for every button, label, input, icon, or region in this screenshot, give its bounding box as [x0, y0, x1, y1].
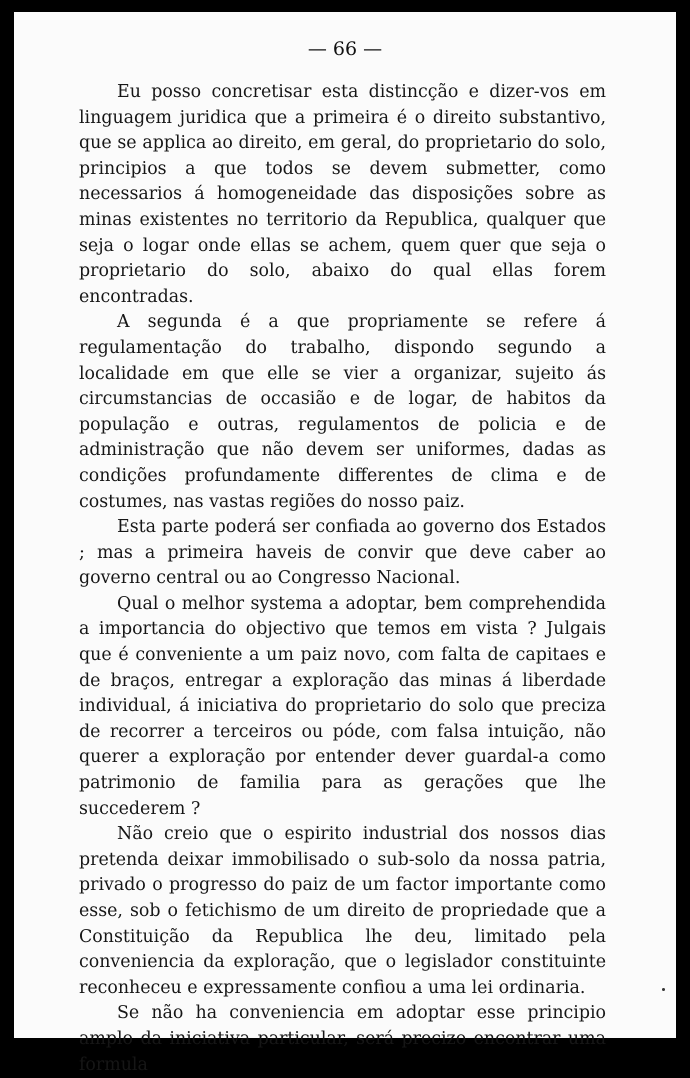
paragraph: Não creio que o espirito industrial dos nossos dias pretenda deixar immobilisado o sub-solo da nossa patria, privado o progresso do paiz de um factor importante como esse, sob o fetichismo de um direito de propriedade que a Constituição da Republica lhe deu, limitado pela conveniencia da exploração, que o legislador constituinte reconheceu e expressamente confiou a uma lei ordinaria.: [79, 824, 606, 998]
ink-speck: [662, 988, 665, 991]
paragraph: Qual o melhor systema a adoptar, bem comprehendida a importancia do objectivo que temos em vista ? Julgais que é conveniente a um paiz novo, com falta de capitaes e de braços, entregar a exploração das minas á liberdade individual, á iniciativa do proprietario do solo que preciza de recorrer a terceiros ou póde, com falsa intuição, não querer a exploração por entender dever guardal-a como patrimonio de familia para as gerações que lhe succederem ?: [79, 593, 606, 819]
paragraph: Se não ha conveniencia em adoptar esse principio amplo da iniciativa particular, será precizo encontrar uma formula: [79, 1003, 606, 1075]
paragraph: Eu posso concretisar esta distincção e dizer-vos em linguagem juridica que a primeira é o direito substantivo, que se applica ao direito, em geral, do proprietario do solo, principios a que todos se devem submetter, como necessarios á homogeneidade das disposições sobre as minas existentes no territorio da Republica, qualquer que seja o logar onde ellas se achem, quem quer que seja o proprietario do solo, abaixo do qual ellas forem encontradas.: [79, 82, 606, 307]
paragraph: A segunda é a que propriamente se refere á regulamentação do trabalho, dispondo segundo a localidade em que elle se vier a organizar, sujeito ás circumstancias de occasião e de logar, de habitos da população e outras, regulamentos de policia e de administração que não devem ser uniformes, dadas as condições profundamente differentes de clima e de costumes, nas vastas regiões do nosso paiz.: [79, 312, 606, 512]
document-page: [14, 12, 676, 1075]
body-text: [79, 80, 606, 1078]
paragraph: Esta parte poderá ser confiada ao governo dos Estados ; mas a primeira haveis de convir que deve caber ao governo central ou ao Congresso Nacional.: [79, 517, 606, 589]
page-number: — 66 —: [307, 38, 383, 60]
